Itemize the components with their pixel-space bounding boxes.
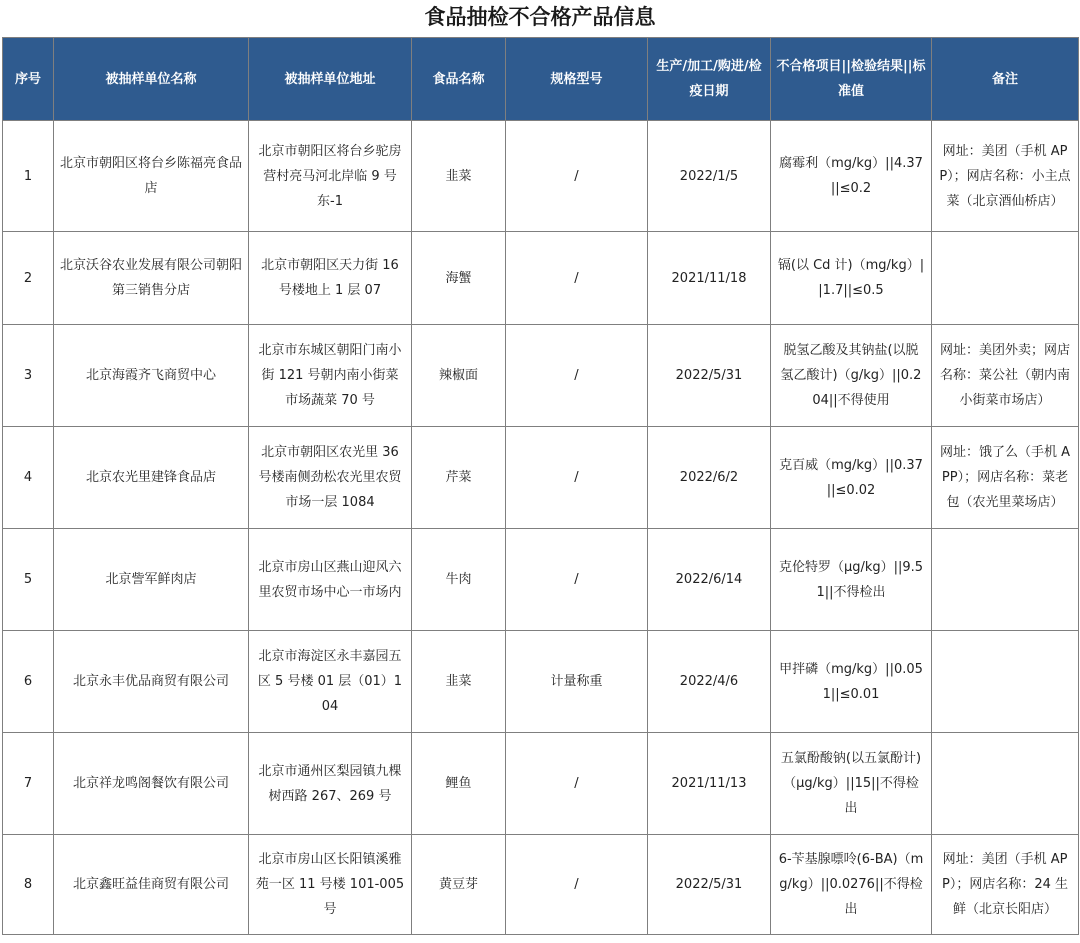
- cell-food-name: 牛肉: [412, 529, 506, 631]
- cell-seq: 3: [3, 325, 54, 427]
- cell-unit-address: 北京市朝阳区农光里 36 号楼南侧劲松农光里农贸市场一层 1084: [249, 427, 412, 529]
- table-row: [3, 631, 1079, 733]
- cell-spec: /: [506, 232, 648, 325]
- cell-seq: 7: [3, 733, 54, 835]
- header-date: 生产/加工/购进/检疫日期: [648, 38, 771, 121]
- cell-remark: 网址：美团（手机 APP）；网店名称：小主点菜（北京酒仙桥店）: [932, 121, 1079, 232]
- cell-unit-name: 北京祥龙鸣阁餐饮有限公司: [54, 733, 249, 835]
- cell-unit-address: 北京市朝阳区天力街 16 号楼地上 1 层 07: [249, 232, 412, 325]
- table-row: [3, 325, 1079, 427]
- cell-spec: /: [506, 733, 648, 835]
- cell-unit-name: 北京沃谷农业发展有限公司朝阳第三销售分店: [54, 232, 249, 325]
- cell-result: 甲拌磷（mg/kg）||0.051||≤0.01: [771, 631, 932, 733]
- cell-food-name: 韭菜: [412, 631, 506, 733]
- cell-result: 克伦特罗（μg/kg）||9.51||不得检出: [771, 529, 932, 631]
- cell-remark: [932, 733, 1079, 835]
- cell-unit-address: 北京市房山区长阳镇溪雅苑一区 11 号楼 101-005 号: [249, 835, 412, 935]
- header-seq: 序号: [3, 38, 54, 121]
- cell-seq: 6: [3, 631, 54, 733]
- header-remark: 备注: [932, 38, 1079, 121]
- cell-unit-address: 北京市朝阳区将台乡驼房营村亮马河北岸临 9 号东-1: [249, 121, 412, 232]
- cell-result: 五氯酚酸钠(以五氯酚计)（μg/kg）||15||不得检出: [771, 733, 932, 835]
- cell-unit-address: 北京市通州区梨园镇九棵树西路 267、269 号: [249, 733, 412, 835]
- cell-seq: 8: [3, 835, 54, 935]
- cell-spec: /: [506, 325, 648, 427]
- cell-food-name: 黄豆芽: [412, 835, 506, 935]
- cell-food-name: 韭菜: [412, 121, 506, 232]
- cell-spec: /: [506, 835, 648, 935]
- cell-remark: [932, 631, 1079, 733]
- table-row: [3, 121, 1079, 232]
- cell-food-name: 鲤鱼: [412, 733, 506, 835]
- header-spec: 规格型号: [506, 38, 648, 121]
- cell-unit-address: 北京市房山区燕山迎风六里农贸市场中心一市场内: [249, 529, 412, 631]
- cell-spec: /: [506, 427, 648, 529]
- inspection-table: [2, 37, 1079, 935]
- cell-remark: [932, 529, 1079, 631]
- cell-unit-address: 北京市东城区朝阳门南小街 121 号朝内南小街菜市场蔬菜 70 号: [249, 325, 412, 427]
- cell-date: 2021/11/18: [648, 232, 771, 325]
- header-unit-address: 被抽样单位地址: [249, 38, 412, 121]
- cell-unit-name: 北京永丰优品商贸有限公司: [54, 631, 249, 733]
- cell-food-name: 海蟹: [412, 232, 506, 325]
- cell-seq: 1: [3, 121, 54, 232]
- cell-date: 2022/5/31: [648, 325, 771, 427]
- cell-result: 6-苄基腺嘌呤(6-BA)（mg/kg）||0.0276||不得检出: [771, 835, 932, 935]
- cell-seq: 5: [3, 529, 54, 631]
- cell-unit-name: 北京海霞齐飞商贸中心: [54, 325, 249, 427]
- header-result: 不合格项目||检验结果||标准值: [771, 38, 932, 121]
- cell-unit-name: 北京訾军鲜肉店: [54, 529, 249, 631]
- cell-food-name: 辣椒面: [412, 325, 506, 427]
- cell-remark: 网址：美团（手机 APP）；网店名称：24 生鲜（北京长阳店）: [932, 835, 1079, 935]
- cell-spec: 计量称重: [506, 631, 648, 733]
- header-unit-name: 被抽样单位名称: [54, 38, 249, 121]
- cell-date: 2022/6/14: [648, 529, 771, 631]
- cell-date: 2022/1/5: [648, 121, 771, 232]
- cell-result: 镉(以 Cd 计)（mg/kg）||1.7||≤0.5: [771, 232, 932, 325]
- cell-spec: /: [506, 529, 648, 631]
- cell-date: 2021/11/13: [648, 733, 771, 835]
- table-row: [3, 232, 1079, 325]
- cell-date: 2022/6/2: [648, 427, 771, 529]
- cell-result: 腐霉利（mg/kg）||4.37||≤0.2: [771, 121, 932, 232]
- cell-remark: [932, 232, 1079, 325]
- cell-date: 2022/4/6: [648, 631, 771, 733]
- cell-food-name: 芹菜: [412, 427, 506, 529]
- table-row: [3, 427, 1079, 529]
- page-title: 食品抽检不合格产品信息: [424, 5, 656, 29]
- table-row: [3, 733, 1079, 835]
- cell-unit-name: 北京鑫旺益佳商贸有限公司: [54, 835, 249, 935]
- header-food-name: 食品名称: [412, 38, 506, 121]
- cell-remark: 网址：饿了么（手机 APP）；网店名称：菜老包（农光里菜场店）: [932, 427, 1079, 529]
- cell-unit-address: 北京市海淀区永丰嘉园五区 5 号楼 01 层（01）104: [249, 631, 412, 733]
- cell-date: 2022/5/31: [648, 835, 771, 935]
- cell-unit-name: 北京农光里建锋食品店: [54, 427, 249, 529]
- cell-result: 克百威（mg/kg）||0.37||≤0.02: [771, 427, 932, 529]
- table-row: [3, 529, 1079, 631]
- cell-seq: 2: [3, 232, 54, 325]
- cell-seq: 4: [3, 427, 54, 529]
- cell-result: 脱氢乙酸及其钠盐(以脱氢乙酸计)（g/kg）||0.204||不得使用: [771, 325, 932, 427]
- cell-unit-name: 北京市朝阳区将台乡陈福亮食品店: [54, 121, 249, 232]
- table-row: [3, 835, 1079, 935]
- cell-spec: /: [506, 121, 648, 232]
- table-header-row: [3, 38, 1079, 121]
- cell-remark: 网址：美团外卖；网店名称：菜公社（朝内南小街菜市场店）: [932, 325, 1079, 427]
